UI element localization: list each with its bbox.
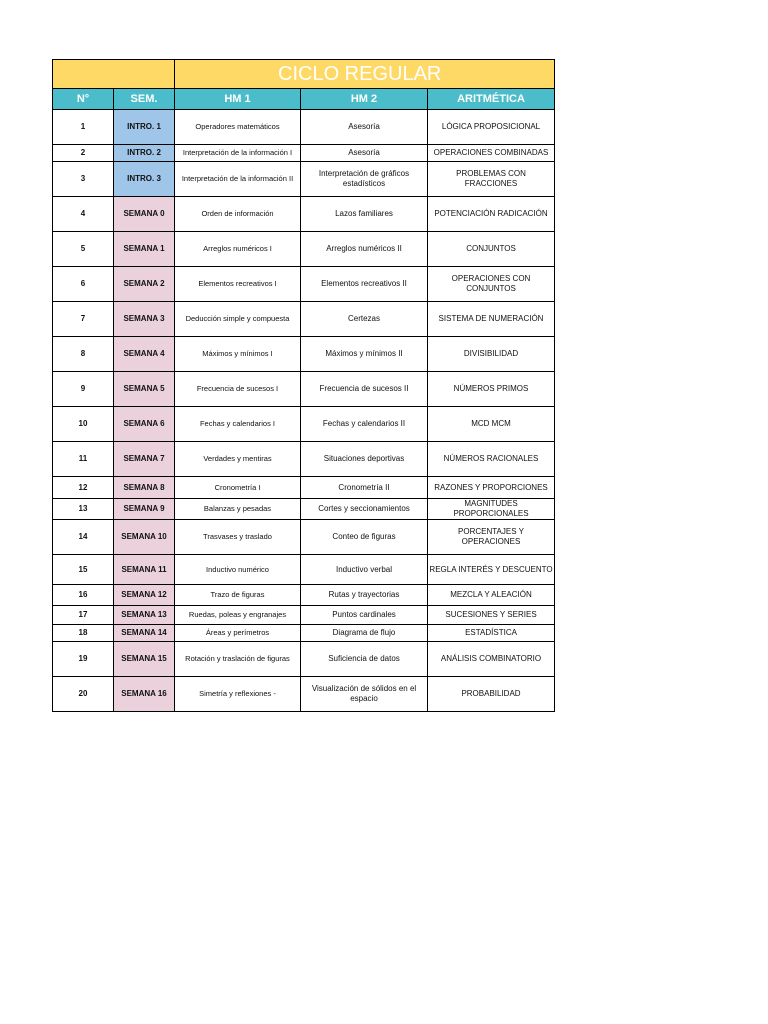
row-number-cell[interactable]: 14 [53,520,114,555]
hm2-cell[interactable]: Certezas [301,302,428,337]
semana-cell[interactable]: SEMANA 5 [114,372,175,407]
sheet-title[interactable]: CICLO REGULAR [175,60,555,89]
hm2-cell[interactable]: Puntos cardinales [301,606,428,625]
hm2-cell[interactable]: Conteo de figuras [301,520,428,555]
header-number[interactable]: N° [53,89,114,110]
semana-cell[interactable]: SEMANA 14 [114,625,175,642]
aritmetica-cell[interactable]: OPERACIONES COMBINADAS [428,145,555,162]
aritmetica-cell[interactable]: REGLA INTERÉS Y DESCUENTO [428,555,555,585]
row-number-cell[interactable]: 19 [53,642,114,677]
row-number-cell[interactable]: 12 [53,477,114,499]
hm1-cell[interactable]: Verdades y mentiras [175,442,301,477]
hm1-cell[interactable]: Orden de información [175,197,301,232]
row-number-cell[interactable]: 8 [53,337,114,372]
aritmetica-cell[interactable]: POTENCIACIÓN RADICACIÓN [428,197,555,232]
table-row [53,232,555,267]
semana-cell[interactable]: INTRO. 1 [114,110,175,145]
aritmetica-cell[interactable]: ESTADÍSTICA [428,625,555,642]
aritmetica-cell[interactable]: NÚMEROS PRIMOS [428,372,555,407]
hm2-cell[interactable]: Elementos recreativos II [301,267,428,302]
table-row [53,337,555,372]
aritmetica-cell[interactable]: CONJUNTOS [428,232,555,267]
semana-cell[interactable]: SEMANA 15 [114,642,175,677]
row-number-cell[interactable]: 5 [53,232,114,267]
semana-cell[interactable]: INTRO. 3 [114,162,175,197]
semana-cell[interactable]: SEMANA 11 [114,555,175,585]
hm2-cell[interactable]: Frecuencia de sucesos II [301,372,428,407]
table-row [53,606,555,625]
hm2-cell[interactable]: Lazos familiares [301,197,428,232]
semana-cell[interactable]: SEMANA 16 [114,677,175,712]
hm1-cell[interactable]: Áreas y perímetros [175,625,301,642]
table-row [53,407,555,442]
semana-cell[interactable]: SEMANA 12 [114,585,175,606]
table-row [53,642,555,677]
row-number-cell[interactable]: 6 [53,267,114,302]
table-row [53,677,555,712]
row-number-cell[interactable]: 9 [53,372,114,407]
aritmetica-cell[interactable]: MAGNITUDES PROPORCIONALES [428,499,555,520]
aritmetica-cell[interactable]: MEZCLA Y ALEACIÓN [428,585,555,606]
hm2-cell[interactable]: Situaciones deportivas [301,442,428,477]
hm1-cell[interactable]: Máximos y mínimos I [175,337,301,372]
header-semana[interactable]: SEM. [114,89,175,110]
row-number-cell[interactable]: 4 [53,197,114,232]
hm1-cell[interactable]: Deducción simple y compuesta [175,302,301,337]
row-number-cell[interactable]: 13 [53,499,114,520]
aritmetica-cell[interactable]: RAZONES Y PROPORCIONES [428,477,555,499]
table-row [53,110,555,145]
hm2-cell[interactable]: Visualización de sólidos en el espacio [301,677,428,712]
semana-cell[interactable]: SEMANA 10 [114,520,175,555]
semana-cell[interactable]: SEMANA 13 [114,606,175,625]
table-row [53,145,555,162]
table-row [53,302,555,337]
row-number-cell[interactable]: 1 [53,110,114,145]
aritmetica-cell[interactable]: MCD MCM [428,407,555,442]
semana-cell[interactable]: SEMANA 9 [114,499,175,520]
header-row [53,89,555,110]
table-row [53,162,555,197]
hm2-cell[interactable]: Asesoría [301,145,428,162]
hm2-cell[interactable]: Fechas y calendarios II [301,407,428,442]
semana-cell[interactable]: SEMANA 1 [114,232,175,267]
title-blank-cell[interactable] [53,60,175,89]
row-number-cell[interactable]: 20 [53,677,114,712]
row-number-cell[interactable]: 15 [53,555,114,585]
semana-cell[interactable]: SEMANA 4 [114,337,175,372]
aritmetica-cell[interactable]: NÚMEROS RACIONALES [428,442,555,477]
hm1-cell[interactable]: Interpretación de la información I [175,145,301,162]
aritmetica-cell[interactable]: PROBABILIDAD [428,677,555,712]
semana-cell[interactable]: SEMANA 8 [114,477,175,499]
row-number-cell[interactable]: 2 [53,145,114,162]
hm1-cell[interactable]: Simetría y reflexiones - [175,677,301,712]
hm1-cell[interactable]: Ruedas, poleas y engranajes [175,606,301,625]
hm2-cell[interactable]: Cortes y seccionamientos [301,499,428,520]
row-number-cell[interactable]: 10 [53,407,114,442]
header-hm1[interactable]: HM 1 [175,89,301,110]
hm1-cell[interactable]: Trasvases y traslado [175,520,301,555]
semana-cell[interactable]: SEMANA 7 [114,442,175,477]
semana-cell[interactable]: SEMANA 0 [114,197,175,232]
aritmetica-cell[interactable]: DIVISIBILIDAD [428,337,555,372]
hm2-cell[interactable]: Diagrama de flujo [301,625,428,642]
table-row [53,372,555,407]
table-row [53,477,555,499]
hm1-cell[interactable]: Trazo de figuras [175,585,301,606]
hm1-cell[interactable]: Rotación y traslación de figuras [175,642,301,677]
hm1-cell[interactable]: Elementos recreativos I [175,267,301,302]
table-row [53,442,555,477]
hm2-cell[interactable]: Inductivo verbal [301,555,428,585]
table-row [53,520,555,555]
row-number-cell[interactable]: 16 [53,585,114,606]
aritmetica-cell[interactable]: ANÁLISIS COMBINATORIO [428,642,555,677]
hm2-cell[interactable]: Máximos y mínimos II [301,337,428,372]
semana-cell[interactable]: INTRO. 2 [114,145,175,162]
hm1-cell[interactable]: Cronometría I [175,477,301,499]
row-number-cell[interactable]: 7 [53,302,114,337]
hm2-cell[interactable]: Suficiencia de datos [301,642,428,677]
header-hm2[interactable]: HM 2 [301,89,428,110]
aritmetica-cell[interactable]: PORCENTAJES Y OPERACIONES [428,520,555,555]
hm2-cell[interactable]: Rutas y trayectorias [301,585,428,606]
table-row [53,555,555,585]
table-row [53,499,555,520]
hm2-cell[interactable]: Interpretación de gráficos estadísticos [301,162,428,197]
hm2-cell[interactable]: Cronometría II [301,477,428,499]
aritmetica-cell[interactable]: SISTEMA DE NUMERACIÓN [428,302,555,337]
semana-cell[interactable]: SEMANA 6 [114,407,175,442]
hm2-cell[interactable]: Arreglos numéricos II [301,232,428,267]
row-number-cell[interactable]: 3 [53,162,114,197]
aritmetica-cell[interactable]: LÓGICA PROPOSICIONAL [428,110,555,145]
hm1-cell[interactable]: Frecuencia de sucesos I [175,372,301,407]
aritmetica-cell[interactable]: OPERACIONES CON CONJUNTOS [428,267,555,302]
hm1-cell[interactable]: Interpretación de la información II [175,162,301,197]
title-row [53,60,555,89]
schedule-table [52,59,555,712]
row-number-cell[interactable]: 17 [53,606,114,625]
hm1-cell[interactable]: Arreglos numéricos I [175,232,301,267]
table-row [53,585,555,606]
hm1-cell[interactable]: Operadores matemáticos [175,110,301,145]
table-row [53,197,555,232]
table-row [53,267,555,302]
header-aritmetica[interactable]: ARITMÉTICA [428,89,555,110]
aritmetica-cell[interactable]: PROBLEMAS CON FRACCIONES [428,162,555,197]
hm1-cell[interactable]: Fechas y calendarios I [175,407,301,442]
row-number-cell[interactable]: 18 [53,625,114,642]
hm1-cell[interactable]: Inductivo numérico [175,555,301,585]
semana-cell[interactable]: SEMANA 2 [114,267,175,302]
aritmetica-cell[interactable]: SUCESIONES Y SERIES [428,606,555,625]
hm2-cell[interactable]: Asesoría [301,110,428,145]
row-number-cell[interactable]: 11 [53,442,114,477]
semana-cell[interactable]: SEMANA 3 [114,302,175,337]
hm1-cell[interactable]: Balanzas y pesadas [175,499,301,520]
table-row [53,625,555,642]
